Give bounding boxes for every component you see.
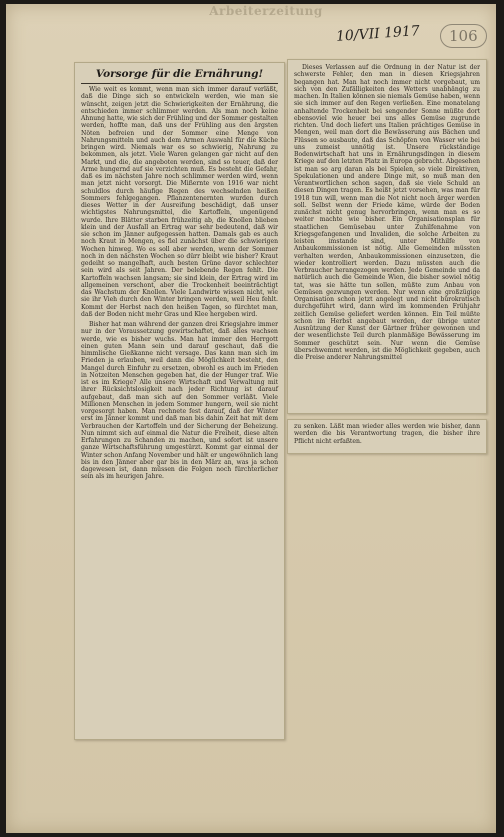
masthead-stamp: Arbeiterzeitung: [209, 4, 323, 18]
clipping-right-tail: [287, 419, 487, 454]
right-tail-text: [294, 423, 480, 445]
archive-sheet: [6, 4, 496, 833]
clipping-right-column: [287, 59, 487, 414]
article-headline: Vorsorge für die Ernährung!: [95, 68, 264, 80]
paragraph: Bisher hat man während der ganzen drei Kriegsjahre immer nur in der Voraussetzung gewirtschaftet, daß alles wachsen werde, wie es bisher wuchs. Man hat immer den Herrgott einen guten Mann sein und darauf geschaut, daß die himmlische Gießkanne nicht versage. Das kann man sich im Frieden ja erlauben, weil dann die Möglichkeit besteht, den Mangel durch Einfuhr zu ersetzen, obwohl es auch im Frieden in Notzeiten Menschen gegeben hat, die der Hunger traf. Wie ist es im Kriege? Alle unsere Wirtschaft und Verwaltung mit ihrer Rücksichtslosigkeit nach jeder Richtung ist darauf aufgebaut, daß man sich auf den Sommer verläßt. Viele Millionen Menschen in jedem Sommer hungern, weil sie nicht vorgesorgt haben. Man rechnete fest darauf, daß der Winter erst im Jänner kommt und daß man bis dahin Zeit hat mit dem Verbrauchen der Kartoffeln und der Sicherung der Beheizung. Nun nimmt sich auf einmal die Natur die Freiheit, diese alten Erfahrungen zu Schanden zu machen, und sofort ist unsere ganze Wirtschaftsführung umgestürzt. Kommt gar einmal der Winter schon Anfang November und hält er ungewöhnlich lang bis in den Jänner aber gar bis in den März an, was ja schon dagewesen ist, dann müssen die Folgen noch fürchterlicher sein als im heurigen Jahre.: [81, 321, 278, 481]
paragraph: zu senken. Läßt man wieder alles werden wie bisher, dann werden die bis Verantwortung tragen, die bisher ihre Pflicht nicht erfaßten.: [294, 423, 480, 445]
right-column-text: [294, 64, 480, 361]
handwritten-date: 10/VII 1917: [335, 23, 421, 45]
paragraph: Wie weit es kommt, wenn man sich immer darauf verläßt, daß die Dinge sich so entwickeln werden, wie man sie wünscht, zeigen jetzt die Schwierigkeiten der Ernährung, die entschieden immer schlimmer werden. Als man noch keine Ahnung hatte, wie sich der Frühling und der Sommer gestalten werden, hoffte man, daß uns der Frühling aus den ärgsten Nöten befreien und der Sommer eine Menge von Nahrungsmitteln und auch dem Armen Auswahl für die Küche bringen wird. Niemals war es so schwierig, Nahrung zu bekommen, als jetzt. Viele Waren gelangen gar nicht auf den Markt, und die, die angeboten werden, sind so teuer, daß der Arme hungernd auf sie verzichten muß. Es besteht die Gefahr, daß es im nächsten Jahre noch schlimmer werden wird, wenn man jetzt nicht vorsorgt. Die Mißernte von 1916 war nicht schuldlos durch häufige Regen des wechselnden heißen Sommers fehlgegangen. Pflanzentenernten wurden durch dieses Wetter in der Ausreifung beschädigt, daß unser wichtigstes Nahrungsmittel, die Kartoffeln, ungenügend wurde. Ihre Blätter starben frühzeitig ab, die Knollen blieben klein und der Ausfall an Ertrag war sehr bedeutend, daß wir sie schon im Jänner aufgegessen hatten. Damals gab es auch noch Kraut in Mengen, es fiel zunächst über die schwierigen Wochen hinweg. Wo es soll aber werden, wenn der Sommer noch in den nächsten Wochen so dürr bleibt wie bisher? Kraut gedeiht so mangelhaft, auch besten Grüne davor schlechter sein wird als seit Jahren. Der belebende Regen fehlt. Die Kartoffeln wachsen langsam; sie sind klein, der Ertrag wird im allgemeinen verschont, aber die Trockenheit beeinträchtigt das Wachstum der Knollen. Viele Landwirte wissen nicht, wie sie ihr Vieh durch den Winter bringen werden, weil Heu fehlt. Kommt der Herbst nach den heißen Tagen, so fürchtet man, daß der Boden nicht mehr Gras und Klee hergeben wird.: [81, 86, 278, 318]
paragraph: Dieses Verlassen auf die Ordnung in der Natur ist der schwerste Fehler, den man in diesen Kriegsjahren begangen hat. Man hat noch immer nicht vorgebaut, um sich von den Zufälligkeiten des Wetters unabhängig zu machen. In Italien können sie niemals Gemüse haben, wenn sie sich immer auf den Regen verließen. Eine monatelang anhaltende Trockenheit bei sengender Sonne müßte dort ebensoviel wie heuer bei uns alles Gemüse zugrunde richten. Und doch liefert uns Italien prächtiges Gemüse in Mengen, weil man dort die Bewässerung aus Bächen und Flüssen so ausbaute, daß das Schöpfen von Wasser wie bei uns zumeist unnötig ist. Unsere rückständige Bodenwirtschaft hat uns in Ernährungsdingen in diesem Kriege auf den letzten Platz in Europa gebracht. Abgesehen ist man so arg daran als bei Spielen, so viele Direktiven, Spekulationen und andere Dinge mit, so muß man den Verantwortlichen schon sagen, daß sie viele Schuld an diesen Dingen tragen. Es heißt jetzt vorsehen, was man für 1918 tun will, wenn man die Not nicht noch ärger werden soll. Selbst wenn der Friede käme, würde der Boden zunächst nicht genug hervorbringen, wenn man es so weiter machte wie bisher. Ein Organisationsplan für staatlichen Gemüsebau unter Zuhilfenahme von Kriegsgefangenen und Invaliden, die solche Arbeiten zu leisten imstande sind, unter Mithilfe von Anbaukommissionen ist nötig. Alle Gemeinden müssten verhalten werden, Anbaukommissionen einzusetzen, die wieder kontrolliert werden. Dazu müssten auch die Verbraucher herangezogen werden. Jede Gemeinde und da natürlich auch die Gemeinde Wien, die bisher sowiel nötig tat, was sie hätte tun sollen, müßte zum Anbau von Gemüsen gezwungen werden. Nur wenn eine großzügige Organisation schon jetzt angelegt und nicht bürokratisch durchgeführt wird, dann wird im kommenden Frühjahr zeitlich Gemüse geliefert werden können. Ein Teil müßte schon im Herbst angebaut werden, der übrige unter Ausnützung der Kunst der Gärtner früher gewonnen und der wesentlichste Teil durch planmäßige Bewässerung im Sommer geschützt sein. Nur wenn die Gemüse überschwemmt werden, ist die Möglichkeit gegeben, auch die Preise anderer Nahrungsmittel: [294, 64, 480, 361]
page-number: 106: [440, 24, 487, 48]
left-column-text: [81, 86, 278, 481]
clipping-left-column: [74, 62, 285, 740]
headline-rule: [81, 83, 278, 84]
